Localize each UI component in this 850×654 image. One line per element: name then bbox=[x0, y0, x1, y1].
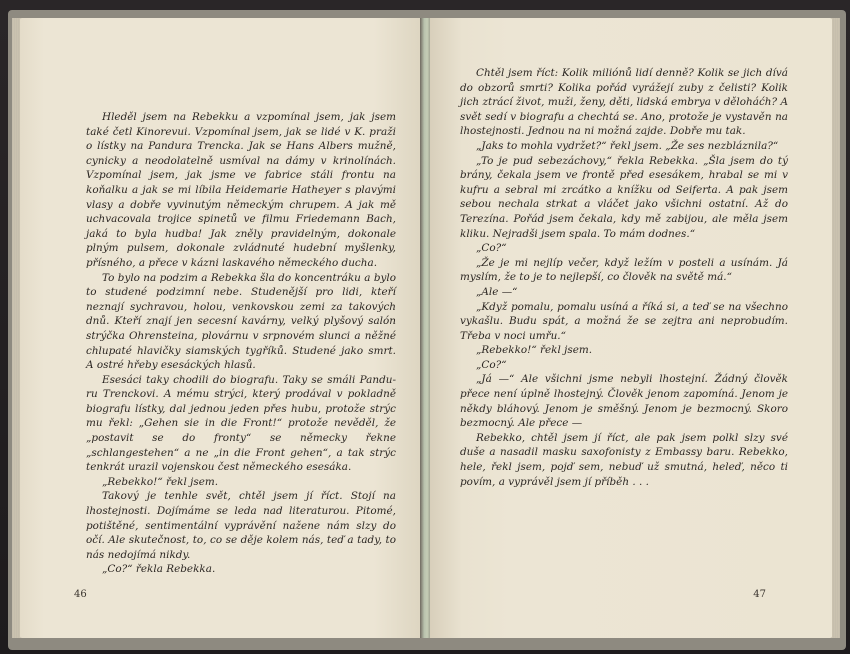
left-paragraph-2: To bylo na podzim a Rebekka šla do koncentráku a bylo to studené podzimní nebe. Studenější pro lidi, kteří neznají sychravou, holou, venkovskou zemi za takových dnů. Kteří znají jen secesní kavárny, velký plyšový salón strýčka Ohrensteina, plovárnu v srpnovém slunci a něžné chlupaté hlavičky siamských tygříků. Studené jako smrt. A ostré hřeby esesáckých hlasů. bbox=[86, 271, 396, 372]
left-paragraph-5: Takový je tenhle svět, chtěl jsem jí říct. Stojí na lhostejnosti. Dojímáme se leda nad literaturou. Pitomé, potištěné, sentimentální vyprávění nažene nám slzy do očí. Ale skutečnost, to, co se děje kolem nás, teď a tady, to nás nedojímá nikdy. bbox=[86, 490, 396, 561]
right-paragraph-4: „Co?“ bbox=[476, 242, 507, 255]
left-paragraph-3: Esesáci taky chodili do biografu. Taky se smáli Panduru Trenckovi. A mému strýci, který prodával v pokladně biografu lístky, dal jednou jeden přes hubu, protože strýc mu řekl: „Gehen sie in die Front!“ protože nevěděl, že „postavit se do fronty“ se německy řekne „schlangestehen“ a ne „in die Front gehen“, a tak strýc tenkrát urazil vojenskou čest německého esesáka. bbox=[86, 373, 396, 474]
left-paragraph-6: „Co?“ řekla Rebekka. bbox=[102, 563, 216, 576]
left-page bbox=[20, 18, 422, 638]
right-paragraph-1: Chtěl jsem říct: Kolik miliónů lidí denně? Kolik se jich dívá do obzorů smrti? Kolika pořád vyrážejí zuby z čelisti? Kolik jich ztrácí život, muži, ženy, děti, lidská embrya v děloháćh? A svět sedí v biografu a chechtá se. Ano, protože je vystavěn na lhostejnosti. Jednou na ni možná zajde. Dobře mu tak. bbox=[460, 67, 788, 138]
right-paragraph-9: „Co?“ bbox=[476, 358, 507, 371]
right-page-number: 47 bbox=[753, 589, 766, 600]
page-edges-right bbox=[831, 18, 840, 638]
right-paragraph-6: „Ale —“ bbox=[476, 285, 518, 298]
right-paragraph-10: „Já —“ Ale všichni jsme nebyli lhostejní. Žádný člověk přece není úplně lhostejný. Člověk jenom zapomíná. Jenom je někdy bláhový. Jenom je směšný. Jenom je bezmocný. Skoro bezmocný. Ale přece — bbox=[460, 373, 788, 430]
right-paragraph-3: „To je pud sebezáchovy,“ řekla Rebekka. „Šla jsem do tý brány, čekala jsem ve frontě před esesákem, hrabal se mi v kufru a sebral mi zrcátko a knížku od Seiferta. A pak jsem sebou nechala strkat a vláčet jako všichni ostatní. Až do Terezína. Pořád jsem čekala, kdy mě zabijou, ale měla jsem kliku. Nejradši jsem spala. To mám dodnes.“ bbox=[460, 154, 788, 240]
right-paragraph-7: „Když pomalu, pomalu usíná a říká si, a teď se na všechno vykašlu. Budu spát, a možná že se zejtra ani neprobudím. Třeba v noci umřu.“ bbox=[460, 300, 788, 342]
right-paragraph-2: „Jaks to mohla vydržet?“ řekl jsem. „Že ses nezbláznila?“ bbox=[476, 139, 779, 152]
right-page bbox=[430, 18, 832, 638]
right-paragraph-8: „Rebekko!“ řekl jsem. bbox=[476, 344, 593, 357]
right-paragraph-11: Rebekko, chtěl jsem jí říct, ale pak jsem polkl slzy své duše a nasadil masku saxofonisty z Embassy baru. Rebekko, hele, řekl jsem, pojď sem, nebuď už smutná, heleď, něco ti povím, a vyprávěl jsem jí příběh . . . bbox=[460, 431, 788, 488]
left-page-number: 46 bbox=[74, 589, 87, 600]
left-paragraph-1: Hleděl jsem na Rebekku a vzpomínal jsem, jak jsem také četl Kinorevui. Vzpomínal jsem, jak se lidé v K. praži o lístky na Pandura Trencka. Jak se Hans Albers mužně, cynicky a neodolatelně usmíval na dámy v krinolínách. Vzpomínal jsem, jak jsme ve fabrice stáli frontu na koňalku a jak se mi líbila Heidemarie Hatheyer s plavými vlasy a dobře vyvinutým německým chrupem. A jak mě uchvacovala trojice spinetů ve filmu Friedemann Bach, jaká to byla hudba! Jak zněly pravidelným, dokonale plným pulsem, dokonale zvládnuté hudební myšlenky, přísného, a přece v kázni laskavého německého ducha. bbox=[86, 111, 396, 269]
left-paragraph-4: „Rebekko!“ řekl jsem. bbox=[102, 475, 219, 488]
right-paragraph-5: „Že je mi nejlíp večer, když ležím v posteli a usínám. Já myslím, že to je to nejlepší, co člověk na světě má.“ bbox=[460, 256, 788, 284]
